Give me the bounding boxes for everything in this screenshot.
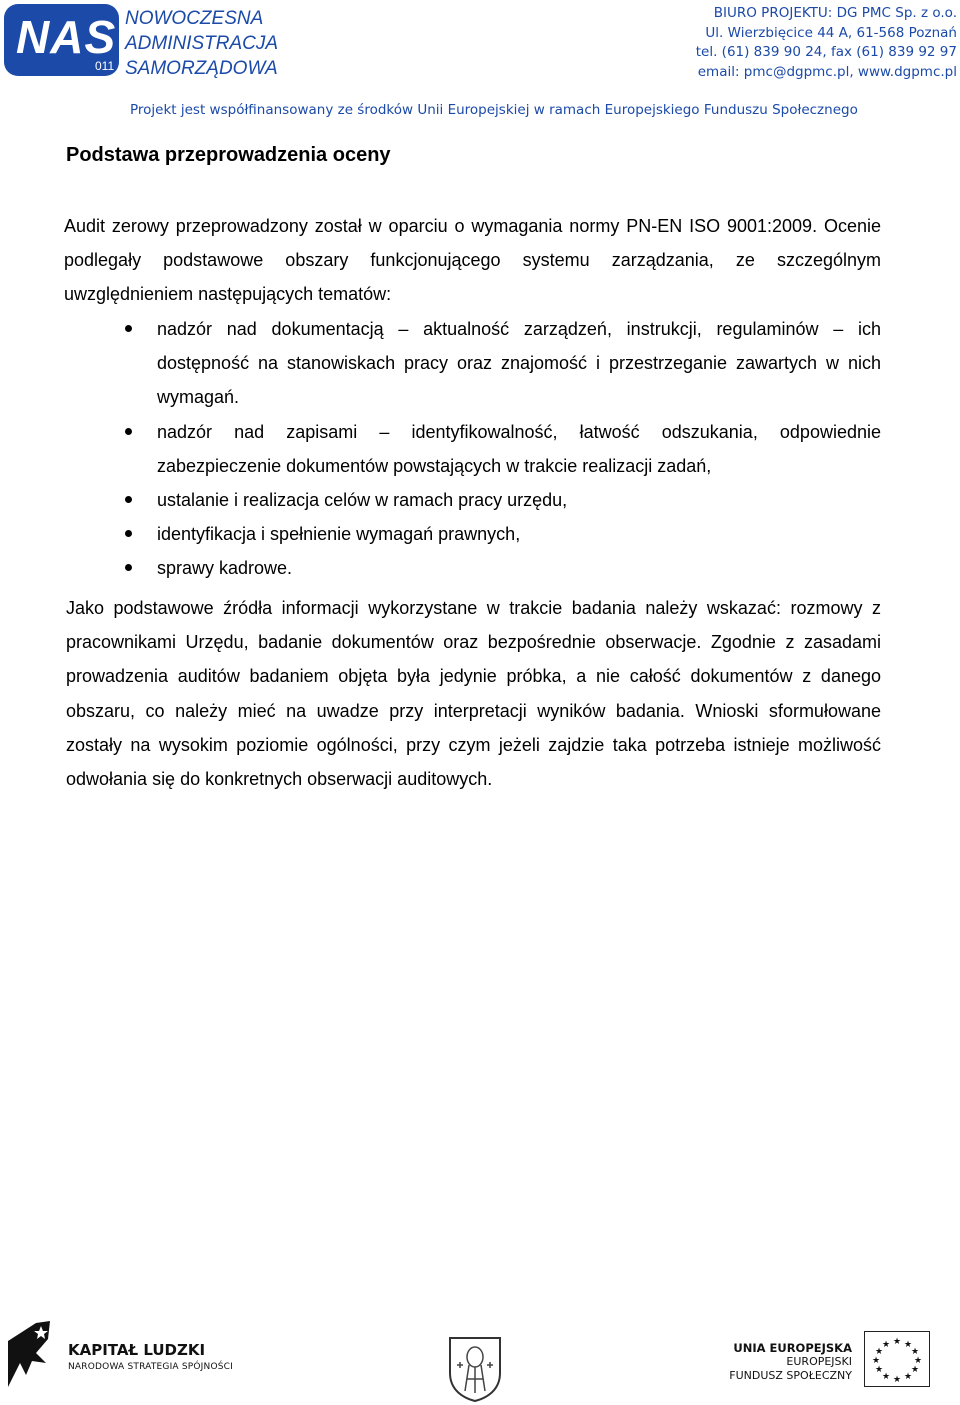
kapital-ludzki-logo-icon [6, 1319, 52, 1389]
eu-fund-label [729, 1341, 852, 1383]
svg-text:★: ★ [871, 1356, 881, 1366]
list-item-text: nadzór nad zapisami – identyfikowalność, łatwość odszukania, odpowiednie zabezpieczenie dokumentów powstających w trakcie realizacji zadań, [157, 421, 881, 476]
organization-name [125, 6, 278, 81]
kapital-ludzki-subtitle: NARODOWA STRATEGIA SPÓJNOŚCI [68, 1362, 233, 1372]
svg-text:★: ★ [881, 1372, 891, 1382]
bullet-icon [125, 530, 132, 537]
svg-text:★: ★ [910, 1347, 920, 1357]
org-line: NOWOCZESNA [125, 8, 264, 29]
list-item [66, 517, 881, 551]
topics-list [66, 312, 881, 586]
logo-number: 011 [95, 59, 115, 73]
eu-line: UNIA EUROPEJSKA [733, 1341, 852, 1355]
svg-text:★: ★ [892, 1337, 902, 1347]
bullet-icon [125, 564, 132, 571]
list-item [66, 551, 881, 585]
page-header [0, 0, 960, 130]
list-item-text: ustalanie i realizacja celów w ramach pracy urzędu, [157, 490, 568, 511]
eu-line: EUROPEJSKI [786, 1355, 852, 1368]
svg-text:★: ★ [881, 1340, 891, 1350]
list-item [66, 312, 881, 415]
contact-line: Ul. Wierzbięcice 44 A, 61-568 Poznań [705, 24, 957, 41]
intro-paragraph: Audit zerowy przeprowadzony został w oparciu o wymagania normy PN-EN ISO 9001:2009. Ocenie podlegały podstawowe obszary funkcjonującego systemu zarządzania, ze szczególnym uwzględnieniem następujących tematów: [64, 216, 881, 305]
contact-line: tel. (61) 839 90 24, fax (61) 839 92 97 [695, 44, 957, 60]
project-office-contact [696, 4, 957, 82]
list-item-text: identyfikacja i spełnienie wymagań prawnych, [157, 524, 521, 545]
eu-flag-icon [864, 1331, 930, 1387]
svg-text:★: ★ [903, 1372, 913, 1382]
bullet-icon [125, 428, 132, 435]
logo-text: NAS [16, 11, 117, 63]
svg-text:★: ★ [874, 1365, 884, 1375]
svg-text:★: ★ [910, 1365, 920, 1375]
org-line: SAMORZĄDOWA [125, 58, 278, 79]
svg-text:★: ★ [903, 1340, 913, 1350]
list-item [66, 483, 881, 517]
nas-logo [4, 4, 119, 76]
bullet-icon [125, 496, 132, 503]
coat-of-arms-icon [447, 1335, 503, 1403]
contact-line: BIURO PROJEKTU: DG PMC Sp. z o.o. [713, 5, 957, 21]
svg-text:★: ★ [913, 1356, 923, 1366]
list-item [66, 415, 881, 483]
kapital-ludzki-title: KAPITAŁ LUDZKI [68, 1341, 206, 1359]
cofinance-notice: Projekt jest współfinansowany ze środków Unii Europejskiej w ramach Europejskiego Funduszu Społecznego [130, 102, 858, 118]
list-item-text: sprawy kadrowe. [157, 558, 293, 579]
bullet-icon [125, 325, 132, 332]
section-heading: Podstawa przeprowadzenia oceny [66, 144, 391, 166]
sources-paragraph: Jako podstawowe źródła informacji wykorzystane w trakcie badania należy wskazać: rozmowy z pracownikami Urzędu, badanie dokumentów oraz bezpośrednie obserwacje. Zgodnie z zasadami prowadzenia auditów badaniem objęta była jedynie próbka, a nie całość dokumentów z danego obszaru, co należy mieć na uwadze przy interpretacji wyników badania. Wnioski sformułowane zostały na wysokim poziomie ogólności, przy czym jeżeli zajdzie taka potrzeba istnieje możliwość odwołania się do konkretnych obserwacji auditowych. [66, 598, 881, 790]
svg-text:★: ★ [874, 1347, 884, 1357]
svg-text:★: ★ [892, 1375, 902, 1385]
list-item-text: nadzór nad dokumentacją – aktualność zarządzeń, instrukcji, regulaminów – ich dostępność na stanowiskach pracy oraz znajomość i przestrzeganie zawartych w nich wymagań. [157, 319, 881, 408]
org-line: ADMINISTRACJA [125, 33, 279, 54]
contact-line: email: pmc@dgpmc.pl, www.dgpmc.pl [697, 63, 957, 80]
eu-line: FUNDUSZ SPOŁECZNY [729, 1369, 852, 1382]
page-footer [0, 1315, 960, 1405]
